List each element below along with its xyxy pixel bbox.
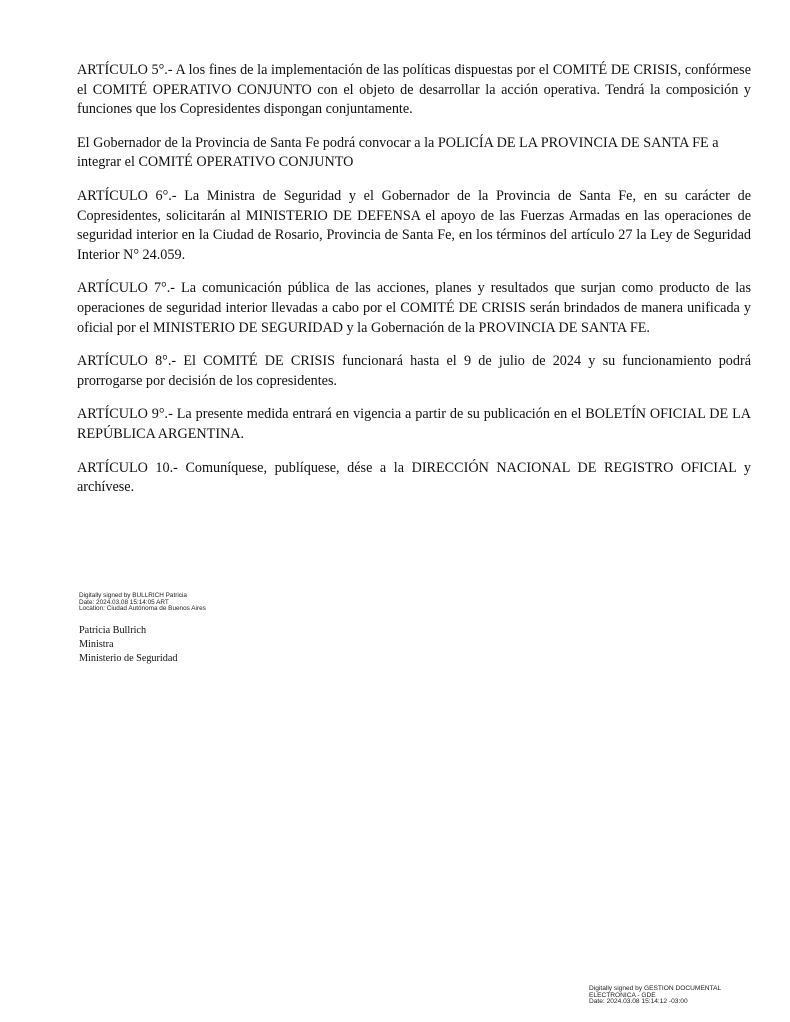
gde-stamp-line-3: Date: 2024.03.08 15:14:12 -03:00: [589, 998, 688, 1006]
signatory-block: [79, 624, 177, 666]
article-5-paragraph: ARTÍCULO 5°.- A los fines de la implementación de las políticas dispuestas por el COMITÉ DE CRISIS, confórmese el COMITÉ OPERATIVO CONJUNTO con el objeto de desarrollar la acción operativa. Tendrá la composición y funciones que los Copresidentes dispongan conjuntamente.: [77, 62, 751, 118]
digital-signature-signer: Digitally signed by BULLRICH Patricia: [79, 592, 187, 599]
gde-stamp-line-2: ELECTRONICA - GDE: [589, 991, 656, 999]
signatory-office: Ministerio de Seguridad: [79, 653, 178, 664]
document-body: [77, 61, 751, 512]
governor-convocation-paragraph: El Gobernador de la Provincia de Santa Fe podrá convocar a la POLICÍA DE LA PROVINCIA DE SANTA FE a integrar el COMITÉ OPERATIVO CONJUNTO: [77, 134, 719, 171]
signatory-title: Ministra: [79, 639, 114, 650]
article-7-paragraph: ARTÍCULO 7°.- La comunicación pública de las acciones, planes y resultados que surjan como producto de las operaciones de seguridad interior llevadas a cabo por el COMITÉ DE CRISIS serán brindados de manera unificada y oficial por el MINISTERIO DE SEGURIDAD y la Gobernación de la PROVINCIA DE SANTA FE.: [77, 280, 751, 336]
digital-signature-stamp: [79, 593, 206, 613]
article-10-paragraph: ARTÍCULO 10.- Comuníquese, publíquese, dése a la DIRECCIÓN NACIONAL DE REGISTRO OFICIAL y archívese.: [77, 459, 751, 496]
gde-signature-stamp: [589, 986, 721, 1006]
gde-stamp-line-1: Digitally signed by GESTION DOCUMENTAL: [589, 985, 722, 992]
article-8-paragraph: ARTÍCULO 8°.- El COMITÉ DE CRISIS funcionará hasta el 9 de julio de 2024 y su funcionamiento podrá prorrogarse por decisión de los copresidentes.: [77, 353, 751, 389]
article-9-paragraph: ARTÍCULO 9°.- La presente medida entrará en vigencia a partir de su publicación en el BOLETÍN OFICIAL DE LA REPÚBLICA ARGENTINA.: [77, 406, 751, 442]
article-6-paragraph: ARTÍCULO 6°.- La Ministra de Seguridad y el Gobernador de la Provincia de Santa Fe, en su carácter de Copresidentes, solicitarán al MINISTERIO DE DEFENSA el apoyo de las Fuerzas Armadas en las operaciones de seguridad interior en la Ciudad de Rosario, Provincia de Santa Fe, en los términos del artículo 27 la Ley de Seguridad Interior N° 24.059.: [77, 187, 751, 263]
digital-signature-location: Location: Ciudad Autónoma de Buenos Aires: [79, 605, 206, 613]
signatory-name: Patricia Bullrich: [79, 625, 147, 636]
digital-signature-date: Date: 2024.03.08 15:14:05 ART: [79, 598, 169, 606]
